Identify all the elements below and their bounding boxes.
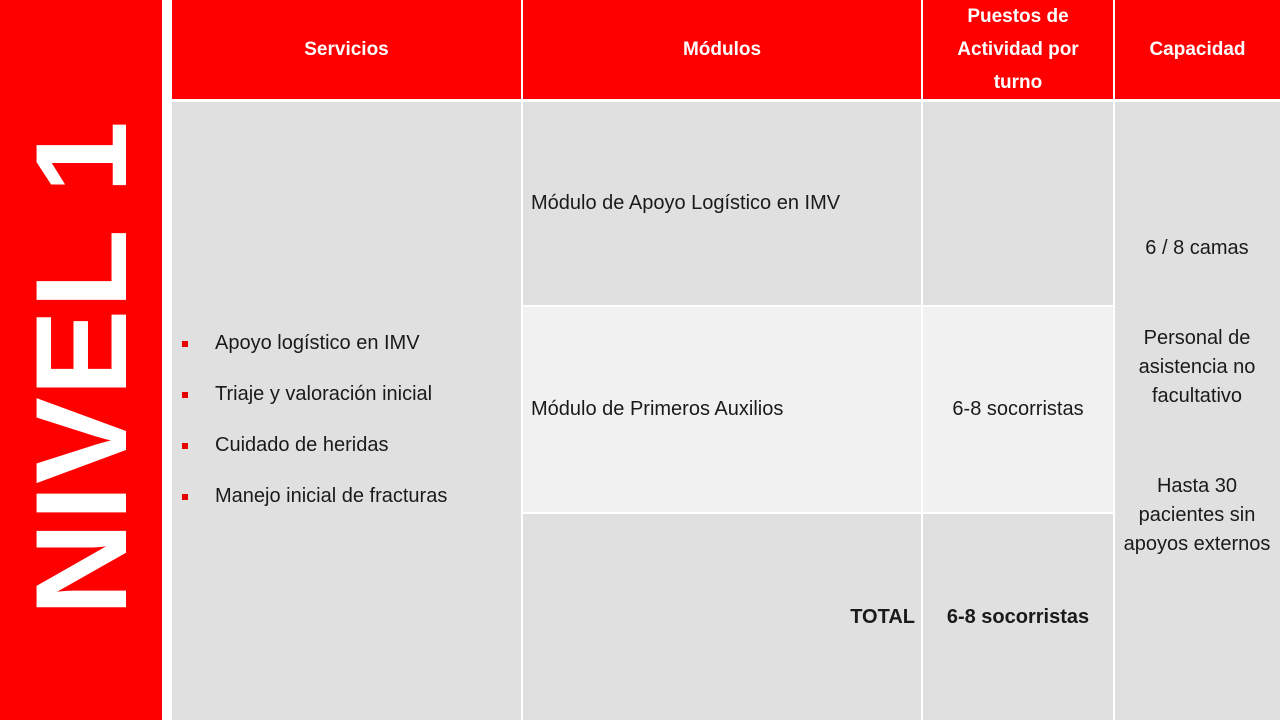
puestos-cell-1: [923, 102, 1113, 305]
bullet-icon: [182, 341, 188, 347]
module-cell-2: [523, 307, 921, 512]
service-label: Triaje y valoración inicial: [215, 383, 433, 405]
puestos-cell-2: [923, 307, 1113, 512]
bullet-icon: [182, 443, 188, 449]
bullet-icon: [182, 392, 188, 398]
service-label: Apoyo logístico en IMV: [215, 332, 420, 354]
header-capacidad-label: Capacidad: [1149, 39, 1246, 60]
header-puestos: [923, 0, 1113, 99]
header-puestos-label: Puestos de Actividad por turno: [957, 6, 1079, 93]
header-modulos-label: Módulos: [682, 39, 762, 60]
capacity-cell: [1115, 102, 1280, 720]
list-item: [182, 369, 447, 420]
module-name: Módulo de Primeros Auxilios: [531, 398, 784, 420]
total-label-cell: [523, 514, 921, 720]
total-label: TOTAL: [850, 605, 915, 628]
list-item: [182, 318, 447, 369]
list-item: [182, 471, 447, 522]
capacity-beds: 6 / 8 camas: [1145, 237, 1249, 259]
total-value: 6-8 socorristas: [946, 605, 1090, 628]
module-name: Módulo de Apoyo Logístico en IMV: [531, 192, 841, 214]
list-item: [182, 420, 447, 471]
service-label: Cuidado de heridas: [215, 434, 389, 456]
header-capacidad: [1115, 0, 1280, 99]
header-modulos: [523, 0, 921, 99]
puestos-value: 6-8 socorristas: [952, 398, 1084, 420]
header-servicios: [172, 0, 521, 99]
services-cell: [172, 102, 521, 720]
bullet-icon: [182, 494, 188, 500]
header-servicios-label: Servicios: [304, 39, 389, 60]
total-value-cell: [923, 514, 1113, 720]
capacity-staff: Personal de asistencia no facultativo: [1138, 327, 1256, 407]
service-label: Manejo inicial de fracturas: [215, 485, 448, 507]
side-band: [0, 0, 162, 720]
capacity-patients: Hasta 30 pacientes sin apoyos externos: [1123, 475, 1271, 555]
level-title: NIVEL 1: [8, 120, 154, 616]
module-cell-1: [523, 102, 921, 305]
services-list: [172, 318, 447, 522]
